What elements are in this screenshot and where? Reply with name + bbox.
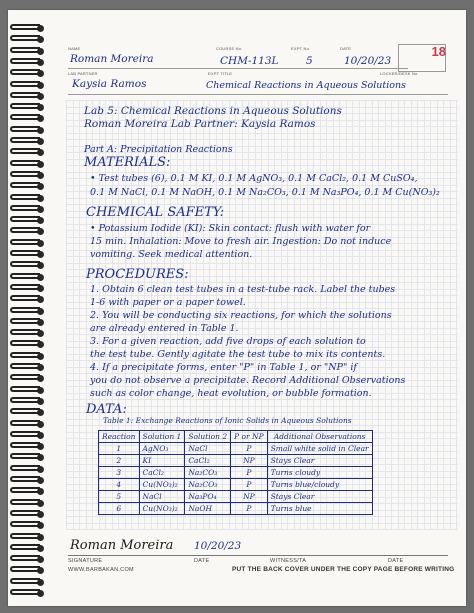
- reaction-cell: 2: [99, 455, 140, 467]
- procedure-2a: 2. You will be conducting six reactions, for which the solutions: [90, 310, 392, 321]
- lab-authors: Roman Moreira Lab Partner: Kaysia Ramos: [84, 118, 316, 130]
- spiral-coil: [10, 114, 40, 120]
- table-row: [99, 455, 373, 467]
- safety-line-3: vomiting. Seek medical attention.: [90, 249, 253, 260]
- part-a-heading: Part A: Precipitation Reactions: [84, 144, 233, 155]
- expt-title-label: EXPT TITLE: [208, 71, 233, 76]
- signature: Roman Moreira: [70, 538, 174, 553]
- safety-heading: CHEMICAL SAFETY:: [86, 205, 225, 220]
- p-np-cell: NP: [231, 455, 268, 467]
- spiral-coil: [10, 171, 40, 177]
- safety-line-2: 15 min. Inhalation: Move to fresh air. Ingestion: Do not induce: [90, 236, 392, 247]
- table-row: [99, 443, 373, 455]
- spiral-coil: [10, 273, 40, 279]
- partner-label: LAB PARTNER: [68, 71, 98, 76]
- spiral-coil: [10, 521, 40, 527]
- expt-title: Chemical Reactions in Aqueous Solutions: [206, 80, 406, 91]
- spiral-coil: [10, 578, 40, 584]
- reaction-cell: 1: [99, 443, 140, 455]
- header-rule-2: [68, 94, 448, 95]
- grid-column: [411, 100, 412, 530]
- grid-column: [404, 100, 405, 530]
- solution-2-cell: NaOH: [185, 503, 231, 515]
- solution-1-cell: Cu(NO₃)₂: [139, 503, 185, 515]
- spiral-coil: [10, 487, 40, 493]
- spiral-coil: [10, 103, 40, 109]
- spiral-coil: [10, 510, 40, 516]
- data-heading: DATA:: [86, 402, 127, 417]
- reaction-cell: 5: [99, 491, 140, 503]
- spiral-coil: [10, 566, 40, 572]
- solution-2-cell: Na₃PO₄: [185, 491, 231, 503]
- spiral-coil: [10, 386, 40, 392]
- spiral-coil: [10, 329, 40, 335]
- lab-title: Lab 5: Chemical Reactions in Aqueous Solutions: [84, 105, 342, 117]
- date-label-footer-2: DATE: [388, 558, 404, 564]
- student-name: Roman Moreira: [70, 53, 154, 65]
- solution-2-cell: Na₂CO₃: [185, 467, 231, 479]
- table-row: [99, 479, 373, 491]
- procedure-3a: 3. For a given reaction, add five drops of each solution to: [90, 336, 366, 347]
- spiral-coil: [10, 363, 40, 369]
- spiral-coil: [10, 216, 40, 222]
- course-label: COURSE No.: [216, 46, 243, 51]
- spiral-coil: [10, 160, 40, 166]
- notebook-page: [8, 10, 466, 606]
- spiral-coil: [10, 397, 40, 403]
- reaction-cell: 4: [99, 479, 140, 491]
- spiral-coil: [10, 69, 40, 75]
- table-caption: Table 1: Exchange Reactions of Ionic Solids in Aqueous Solutions: [103, 416, 352, 425]
- procedure-1a: 1. Obtain 6 clean test tubes in a test-tube rack. Label the tubes: [90, 284, 396, 295]
- spiral-coil: [10, 148, 40, 154]
- observation-cell: Turns blue/cloudy: [267, 479, 372, 491]
- spiral-coil: [10, 589, 40, 595]
- spiral-coil: [10, 499, 40, 505]
- solution-1-cell: KI: [139, 455, 185, 467]
- spiral-coil: [10, 227, 40, 233]
- spiral-coil: [10, 250, 40, 256]
- solution-1-cell: Cu(NO₃)₂: [139, 479, 185, 491]
- table-row: [99, 467, 373, 479]
- col-header-p-np: P or NP: [231, 431, 268, 443]
- observation-cell: Stays Clear: [267, 491, 372, 503]
- spiral-coil: [10, 137, 40, 143]
- spiral-coil: [10, 318, 40, 324]
- grid-column: [456, 100, 457, 530]
- observation-cell: Small white solid in Clear: [267, 443, 372, 455]
- spiral-coil: [10, 239, 40, 245]
- spiral-coil: [10, 544, 40, 550]
- spiral-coil: [10, 261, 40, 267]
- date-label: DATE: [340, 46, 352, 51]
- procedure-4b: you do not observe a precipitate. Record Additional Observations: [90, 375, 406, 386]
- procedure-4c: such as color change, heat evolution, or bubble formation.: [90, 388, 372, 399]
- spiral-coil: [10, 420, 40, 426]
- spiral-coil: [10, 295, 40, 301]
- spiral-coil: [10, 340, 40, 346]
- procedure-3b: the test tube. Gently agitate the test tube to mix its contents.: [90, 349, 386, 360]
- grade-mark: 18: [431, 44, 446, 59]
- solution-1-cell: NaCl: [139, 491, 185, 503]
- table-header-row: [99, 431, 373, 443]
- p-np-cell: P: [231, 503, 268, 515]
- header-rule: [68, 68, 408, 69]
- spiral-coil: [10, 194, 40, 200]
- grid-column: [437, 100, 438, 530]
- materials-heading: MATERIALS:: [84, 155, 171, 170]
- spiral-coil: [10, 352, 40, 358]
- spiral-coil: [10, 453, 40, 459]
- spiral-coil: [10, 58, 40, 64]
- results-table: [98, 430, 373, 515]
- reaction-cell: 3: [99, 467, 140, 479]
- observation-cell: Turns cloudy: [267, 467, 372, 479]
- expt-number: 5: [306, 55, 313, 67]
- grid-column: [398, 100, 399, 530]
- spiral-binding: [8, 10, 68, 606]
- grid-column: [450, 100, 451, 530]
- witness-label: WITNESS/TA: [270, 558, 307, 564]
- materials-line-1: • Test tubes (6), 0.1 M KI, 0.1 M AgNO₃, 0.1 M CaCl₂, 0.1 M CuSO₄,: [90, 173, 418, 184]
- spiral-coil: [10, 81, 40, 87]
- spiral-coil: [10, 431, 40, 437]
- solution-1-cell: CaCl₂: [139, 467, 185, 479]
- observation-cell: Stays Clear: [267, 455, 372, 467]
- spiral-coil: [10, 284, 40, 290]
- solution-2-cell: CaCl₂: [185, 455, 231, 467]
- spiral-coil: [10, 465, 40, 471]
- p-np-cell: NP: [231, 491, 268, 503]
- spiral-coil: [10, 307, 40, 313]
- col-header-reaction: Reaction: [99, 431, 140, 443]
- solution-2-cell: Na₂CO₃: [185, 479, 231, 491]
- name-label: NAME: [68, 46, 81, 51]
- procedures-heading: PROCEDURES:: [86, 267, 189, 282]
- spiral-coil: [10, 408, 40, 414]
- solution-1-cell: AgNO₃: [139, 443, 185, 455]
- p-np-cell: P: [231, 443, 268, 455]
- spiral-coil: [10, 92, 40, 98]
- col-header-observations: Additional Observations: [267, 431, 372, 443]
- expt-label: EXPT No.: [291, 46, 311, 51]
- website-text: WWW.BARBAKAN.COM: [68, 567, 134, 573]
- signature-rule: [68, 555, 448, 556]
- grid-column: [79, 100, 80, 530]
- signature-label: SIGNATURE: [68, 558, 103, 564]
- locker-label: LOCKER/DESK No.: [380, 71, 419, 76]
- spiral-coil: [10, 47, 40, 53]
- solution-2-cell: NaCl: [185, 443, 231, 455]
- table-row: [99, 503, 373, 515]
- grid-column: [66, 100, 67, 530]
- spiral-coil: [10, 442, 40, 448]
- col-header-solution-2: Solution 2: [185, 431, 231, 443]
- spiral-coil: [10, 126, 40, 132]
- safety-line-1: • Potassium Iodide (KI): Skin contact: flush with water for: [90, 223, 371, 234]
- header-date: 10/20/23: [344, 55, 392, 67]
- grid-column: [443, 100, 444, 530]
- date-label-footer: DATE: [194, 558, 210, 564]
- copy-instruction: PUT THE BACK COVER UNDER THE COPY PAGE BEFORE WRITING: [232, 566, 455, 573]
- spiral-coil: [10, 555, 40, 561]
- signature-date: 10/20/23: [194, 540, 242, 552]
- table-row: [99, 491, 373, 503]
- procedure-2b: are already entered in Table 1.: [90, 323, 239, 334]
- procedure-1b: 1-6 with paper or a paper towel.: [90, 297, 246, 308]
- procedure-4a: 4. If a precipitate forms, enter "P" in Table 1, or "NP" if: [90, 362, 357, 373]
- col-header-solution-1: Solution 1: [139, 431, 185, 443]
- grid-column: [424, 100, 425, 530]
- spiral-coil: [10, 374, 40, 380]
- spiral-coil: [10, 533, 40, 539]
- reaction-cell: 6: [99, 503, 140, 515]
- spiral-coil: [10, 182, 40, 188]
- grid-column: [73, 100, 74, 530]
- spiral-coil: [10, 205, 40, 211]
- course-number: CHM-113L: [220, 55, 279, 67]
- p-np-cell: P: [231, 467, 268, 479]
- lab-partner: Kaysia Ramos: [72, 78, 147, 90]
- observation-cell: Turns blue: [267, 503, 372, 515]
- spiral-coil: [10, 24, 40, 30]
- materials-line-2: 0.1 M NaCl, 0.1 M NaOH, 0.1 M Na₂CO₃, 0.1 M Na₃PO₄, 0.1 M Cu(NO₃)₂: [90, 187, 440, 198]
- grid-column: [417, 100, 418, 530]
- spiral-coil: [10, 35, 40, 41]
- grid-column: [430, 100, 431, 530]
- spiral-coil: [10, 476, 40, 482]
- p-np-cell: P: [231, 479, 268, 491]
